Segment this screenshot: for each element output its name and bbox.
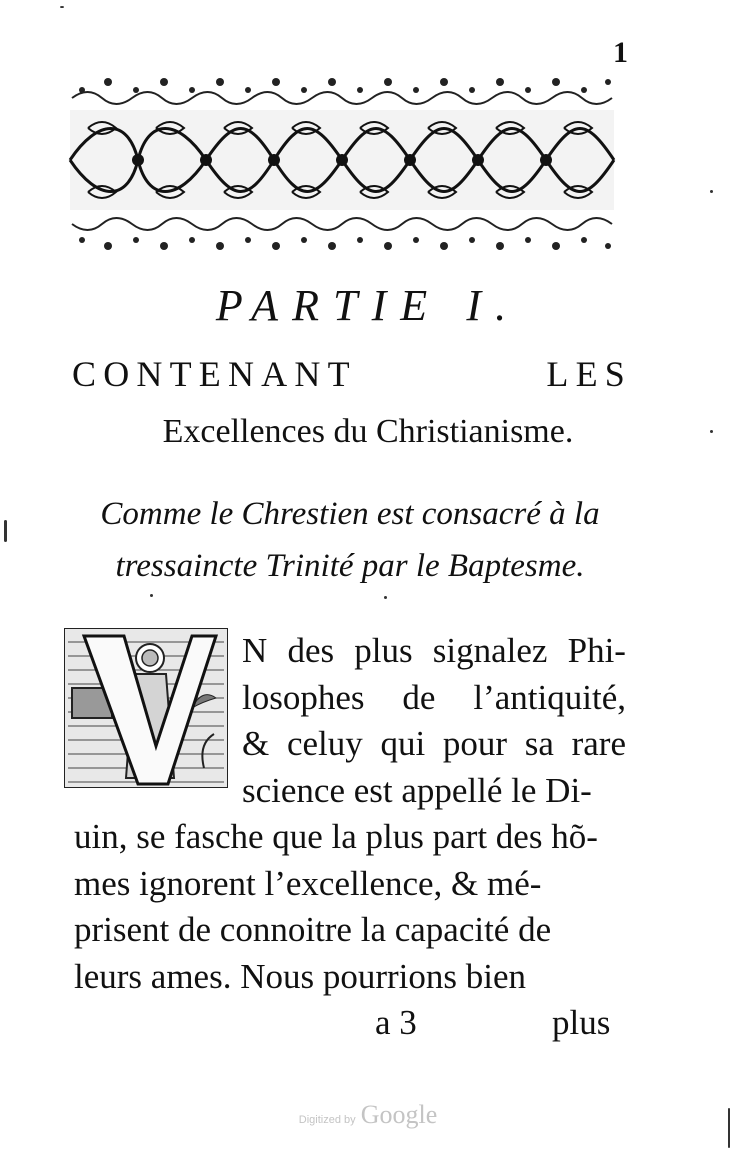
chapter-subheading: [60, 488, 640, 592]
scan-speck: [710, 430, 713, 433]
contenant-word: LES: [546, 354, 632, 394]
signature-mark: a 3: [375, 1003, 417, 1042]
digitized-watermark: [0, 1100, 736, 1130]
body-word: sa: [524, 724, 554, 763]
scan-speck: [710, 190, 713, 193]
scan-speck: [60, 6, 64, 8]
body-word: pour: [442, 724, 508, 763]
body-line: prisent de connoitre la capacité de: [74, 910, 552, 949]
body-line: [74, 721, 626, 768]
part-title: PARTIE I.: [215, 281, 521, 330]
body-line: mes ignorent l’excellence, & mé-: [74, 863, 542, 903]
body-word: losophes: [242, 677, 365, 717]
subheading-line: tressaincte Trinité par le Baptesme.: [115, 548, 585, 584]
body-word: rare: [571, 724, 626, 763]
subheading-line: Comme le Chrestien est consacré à la: [100, 496, 600, 532]
page-number: 1: [613, 36, 628, 69]
body-word: signalez: [432, 631, 548, 670]
body-paragraph: [74, 628, 626, 1000]
section-heading: Excellences du Christianisme.: [162, 413, 574, 450]
watermark-prefix: Digitized by: [298, 1114, 356, 1126]
contenant-word: CONTENANT: [72, 354, 357, 394]
google-logo: Google: [360, 1100, 438, 1129]
body-word: l’antiquité,: [473, 677, 626, 717]
body-word: qui: [380, 724, 426, 763]
body-line: science est appellé le Di-: [242, 770, 592, 810]
body-word: celuy: [286, 724, 363, 763]
catchword: plus: [552, 1003, 611, 1042]
body-word: &: [242, 724, 270, 763]
body-word: des: [287, 631, 335, 670]
body-line: uin, se fasche que la plus part des hõ-: [74, 817, 598, 856]
body-word: plus: [354, 631, 413, 670]
body-word: de: [402, 677, 436, 717]
scan-speck: [150, 594, 153, 597]
body-line: [74, 675, 626, 722]
contenant-heading: [72, 353, 632, 395]
body-word: Phi-: [567, 631, 626, 670]
scan-speck: [4, 520, 7, 542]
body-line: [74, 628, 626, 675]
scan-speck: [384, 596, 387, 599]
body-line: leurs ames. Nous pourrions bien: [74, 956, 527, 996]
ornamental-headpiece: [68, 68, 616, 258]
scan-speck: [728, 1108, 730, 1148]
body-word: N: [242, 631, 268, 670]
